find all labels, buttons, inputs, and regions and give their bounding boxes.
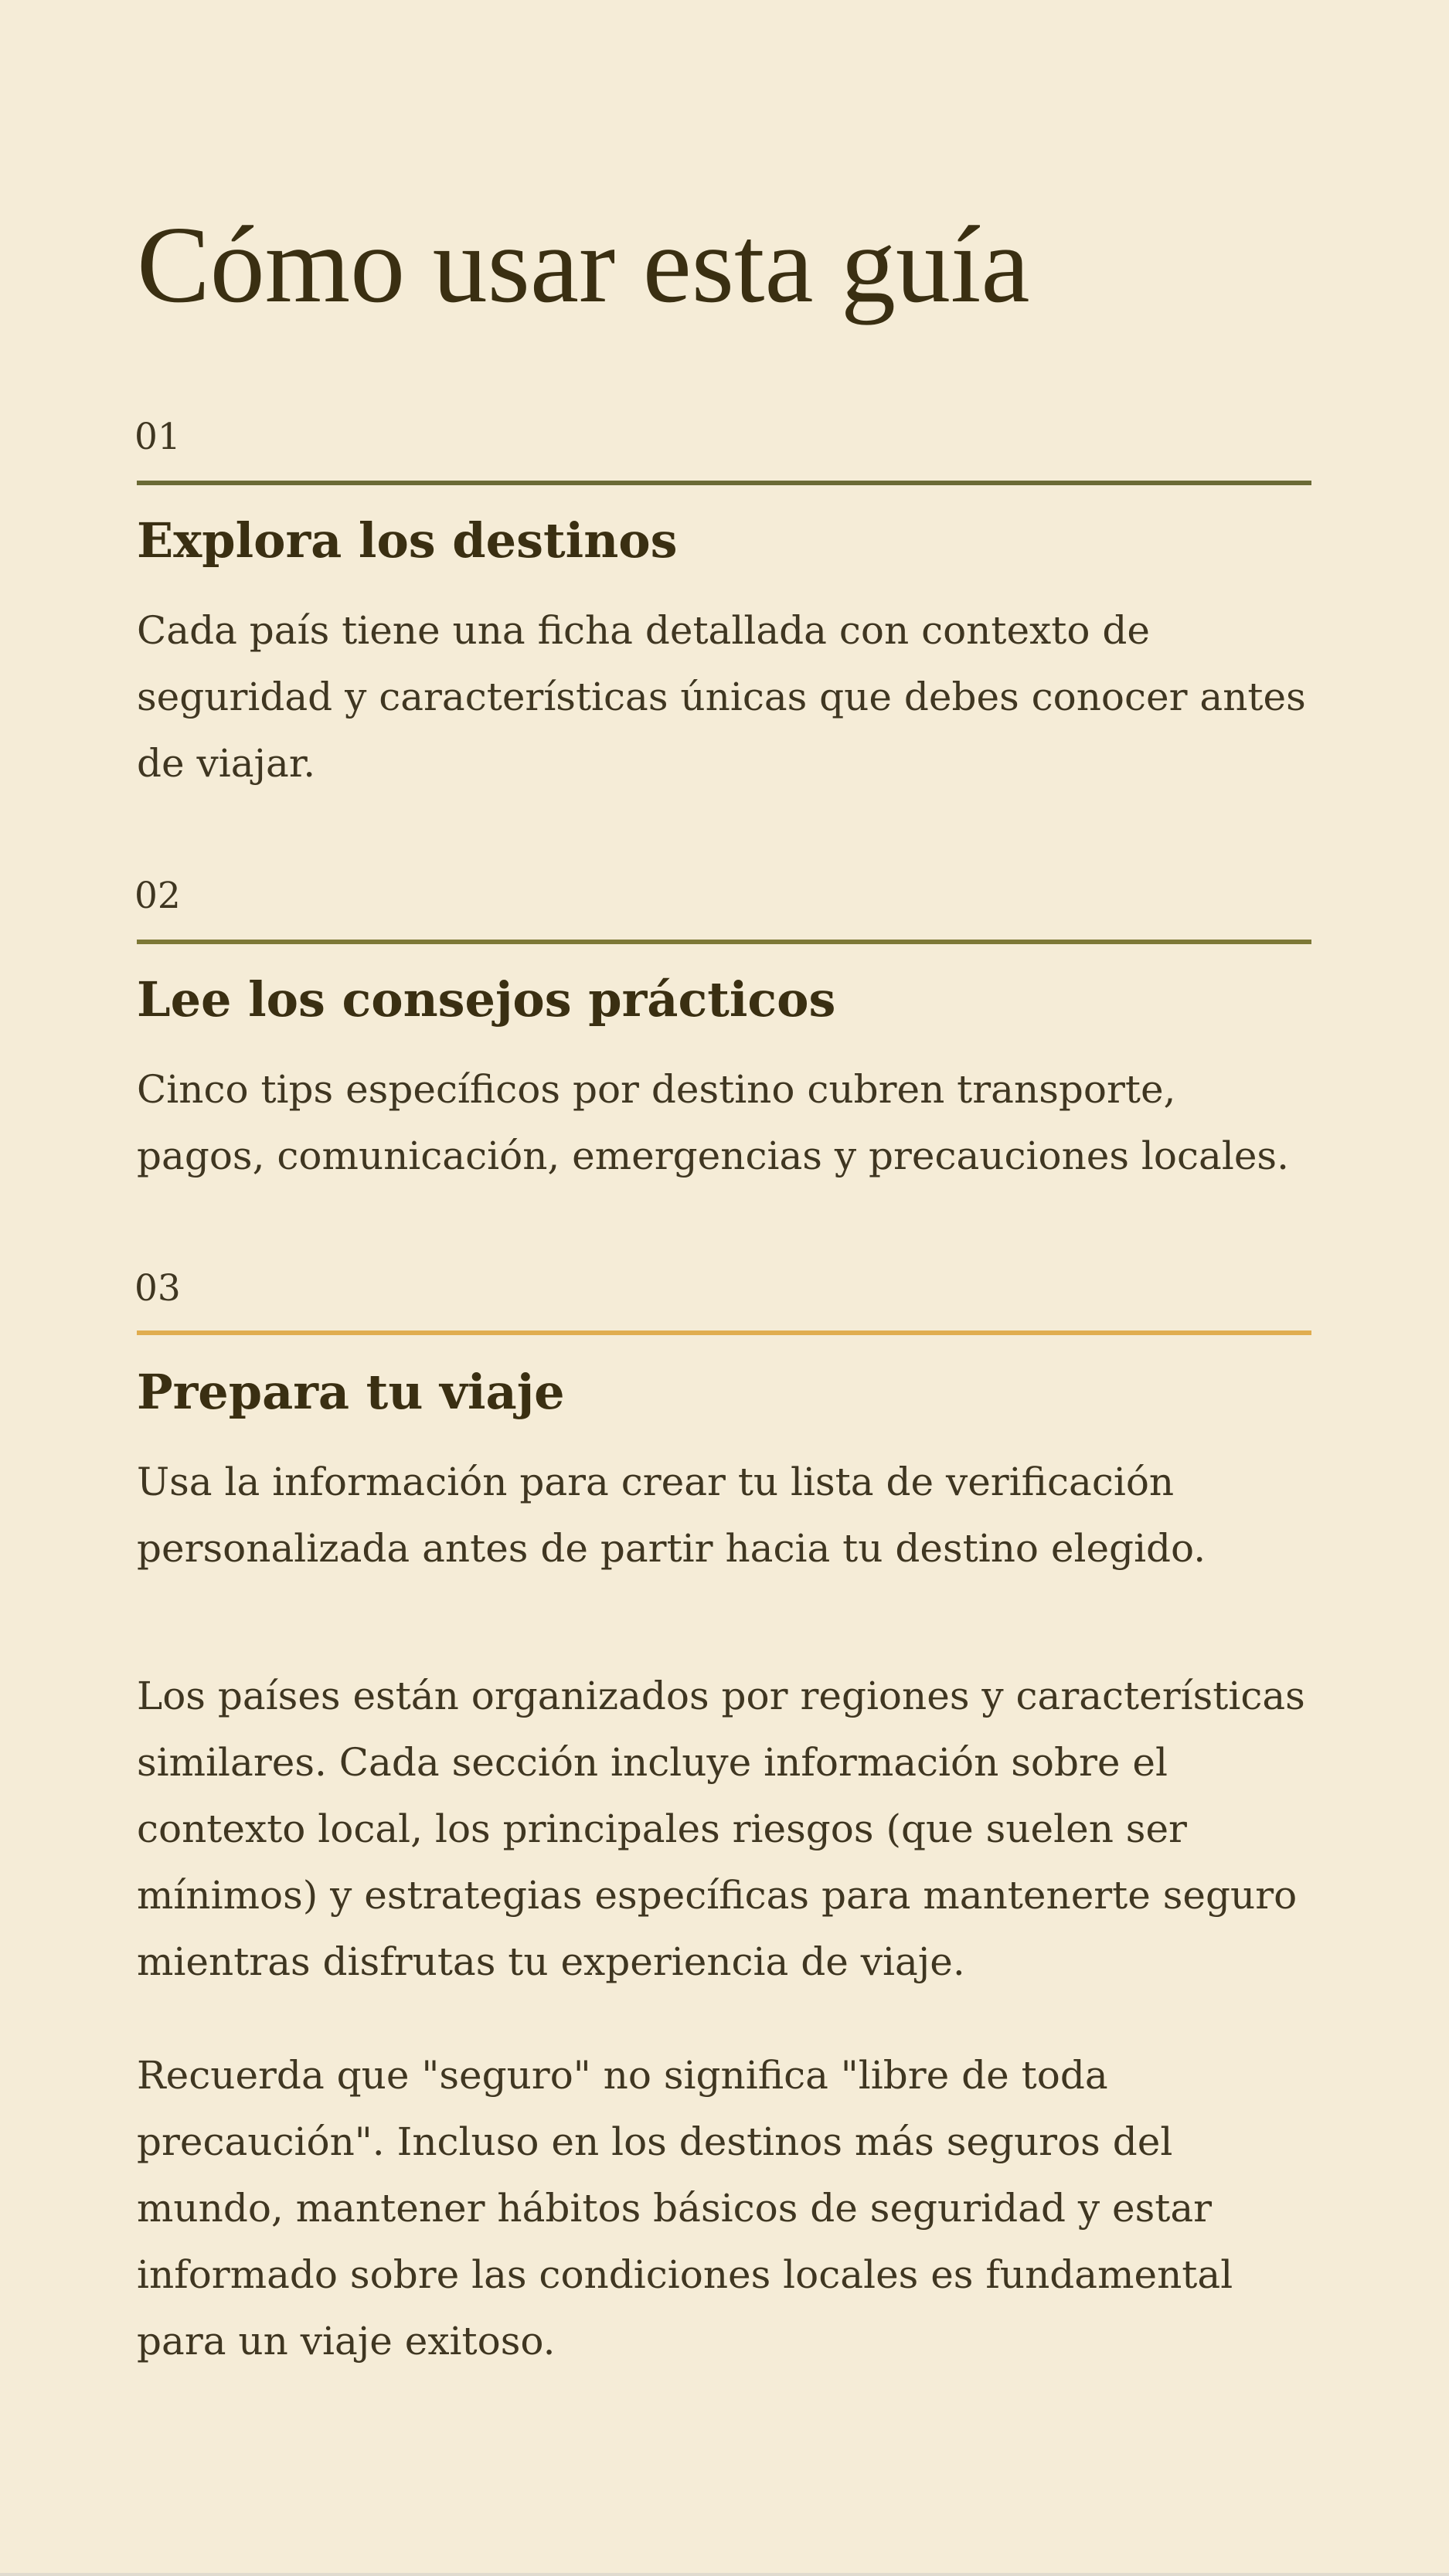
step-title: Explora los destinos	[137, 512, 678, 569]
step-divider	[137, 1330, 1311, 1335]
closing-paragraph: Recuerda que "seguro" no significa "libre de toda precaución". Incluso en los destinos más seguros del mundo, mantener hábitos básicos de seguridad y estar informado sobre las condiciones locales es fundamental para un viaje exitoso.	[137, 2053, 1233, 2364]
step-description: Cada país tiene una ficha detallada con contexto de seguridad y características únicas que debes conocer antes de viajar.	[137, 608, 1306, 786]
intro-paragraph: Los países están organizados por regiones y características similares. Cada sección incluye información sobre el contexto local, los principales riesgos (que suelen ser mínimos) y estrategias específicas para mantenerte seguro mientras disfrutas tu experiencia de viaje.	[137, 1674, 1305, 1984]
step-number: 01	[134, 416, 181, 458]
page-title: Cómo usar esta guía	[137, 203, 1030, 325]
step-description: Usa la información para crear tu lista de verificación personalizada antes de partir hacia tu destino elegido.	[137, 1460, 1206, 1571]
step-description: Cinco tips específicos por destino cubren transporte, pagos, comunicación, emergencias y precauciones locales.	[137, 1067, 1289, 1178]
page-edge	[0, 2573, 1449, 2576]
step-divider	[137, 940, 1311, 944]
step-number: 03	[134, 1267, 181, 1310]
step-divider	[137, 481, 1311, 485]
step-title: Prepara tu viaje	[137, 1364, 565, 1420]
step-number: 02	[134, 875, 181, 917]
step-title: Lee los consejos prácticos	[137, 971, 836, 1028]
